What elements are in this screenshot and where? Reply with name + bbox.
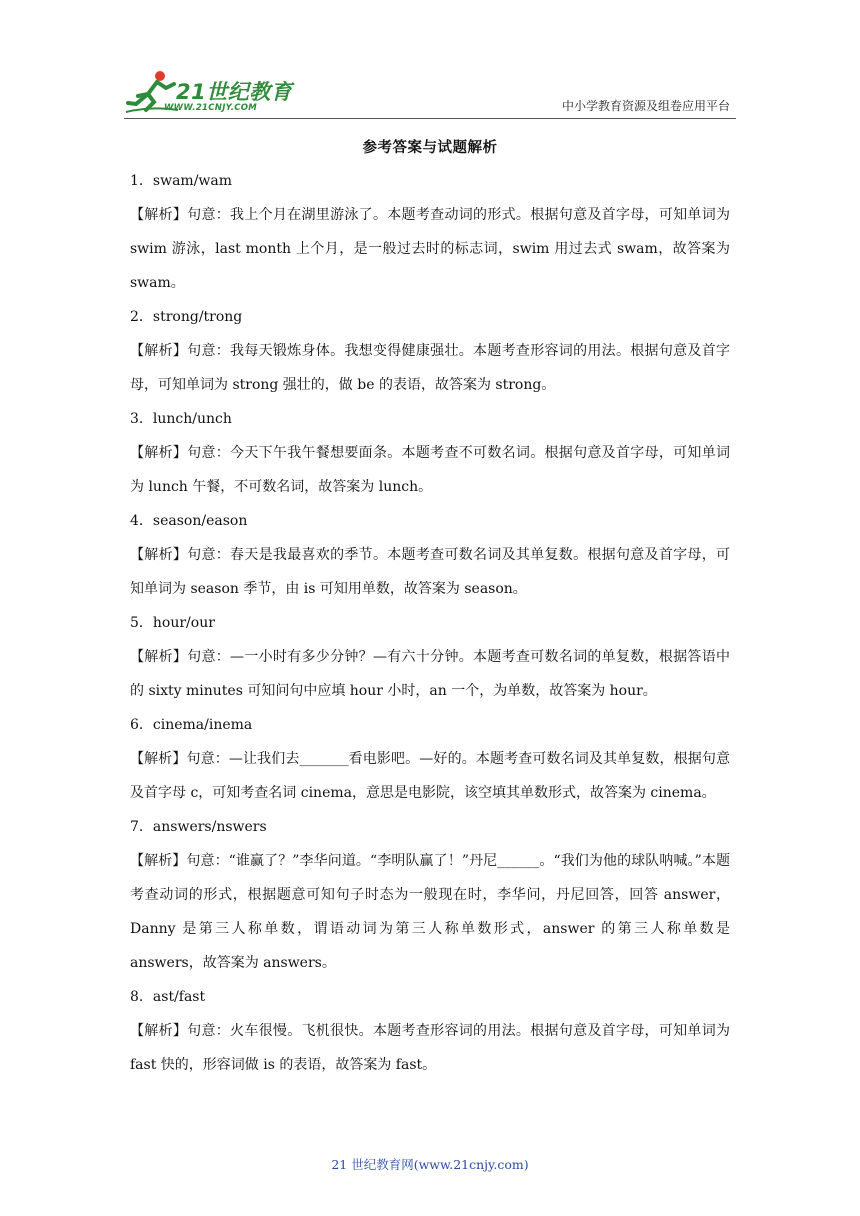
header-divider — [124, 118, 736, 119]
answer-item-5 — [130, 606, 730, 708]
analysis-text: 【解析】句意：“谁赢了？”李华问道。“李明队赢了！”丹尼______。“我们为他的球队呐喊。”本题考查动词的形式，根据题意可知句子时态为一般现在时，李华问，丹尼回答，回答 answer，Danny 是第三人称单数，谓语动词为第三人称单数形式，answer 的第三人称单数是 answers，故答案为 answers。 — [130, 853, 730, 971]
analysis-text: 【解析】句意：今天下午我午餐想要面条。本题考查不可数名词。根据句意及首字母，可知单词为 lunch 午餐，不可数名词，故答案为 lunch。 — [130, 445, 730, 495]
answer-item-4 — [130, 504, 730, 606]
answer-item-7 — [130, 810, 730, 980]
page-header — [0, 0, 860, 120]
analysis-text: 【解析】句意：我上个月在湖里游泳了。本题考查动词的形式。根据句意及首字母，可知单词为 swim 游泳，last month 上个月，是一般过去时的标志词，swim 用过去式 swam，故答案为 swam。 — [130, 207, 730, 291]
analysis-text: 【解析】句意：春天是我最喜欢的季节。本题考查可数名词及其单复数。根据句意及首字母，可知单词为 season 季节，由 is 可知用单数，故答案为 season。 — [130, 547, 730, 597]
answer-line: 3．lunch/unch — [130, 411, 232, 427]
answer-line: 7．answers/nswers — [130, 819, 267, 835]
analysis-text: 【解析】句意：火车很慢。飞机很快。本题考查形容词的用法。根据句意及首字母，可知单词为 fast 快的，形容词做 is 的表语，故答案为 fast。 — [130, 1023, 730, 1073]
site-logo — [124, 70, 304, 120]
answer-line: 4．season/eason — [130, 513, 248, 529]
answer-list — [130, 164, 730, 1082]
answer-item-8 — [130, 980, 730, 1082]
answer-item-3 — [130, 402, 730, 504]
analysis-text: 【解析】句意：—让我们去_______看电影吧。—好的。本题考查可数名词及其单复数，根据句意及首字母 c，可知考查名词 cinema，意思是电影院，该空填其单数形式，故答案为 cinema。 — [130, 751, 730, 801]
page-title: 参考答案与试题解析 — [362, 139, 498, 156]
page-footer[interactable]: 21 世纪教育网(www.21cnjy.com) — [331, 1157, 529, 1172]
platform-label: 中小学教育资源及组卷应用平台 — [561, 99, 730, 113]
logo-text: 21世纪教育 — [176, 80, 293, 104]
answer-line: 5．hour/our — [130, 615, 215, 631]
answer-item-2 — [130, 300, 730, 402]
logo-url: WWW.21CNJY.COM — [164, 103, 258, 113]
answer-line: 2．strong/trong — [130, 309, 243, 325]
answer-line: 1．swam/wam — [130, 173, 233, 189]
answer-item-1 — [130, 164, 730, 300]
answer-line: 8．ast/fast — [130, 989, 206, 1005]
answer-item-6 — [130, 708, 730, 810]
analysis-text: 【解析】句意：—一小时有多少分钟？—有六十分钟。本题考查可数名词的单复数，根据答语中的 sixty minutes 可知问句中应填 hour 小时，an 一个，为单数，故答案为 hour。 — [130, 649, 730, 699]
analysis-text: 【解析】句意：我每天锻炼身体。我想变得健康强壮。本题考查形容词的用法。根据句意及首字母，可知单词为 strong 强壮的，做 be 的表语，故答案为 strong。 — [130, 343, 730, 393]
answer-line: 6．cinema/inema — [130, 717, 253, 733]
